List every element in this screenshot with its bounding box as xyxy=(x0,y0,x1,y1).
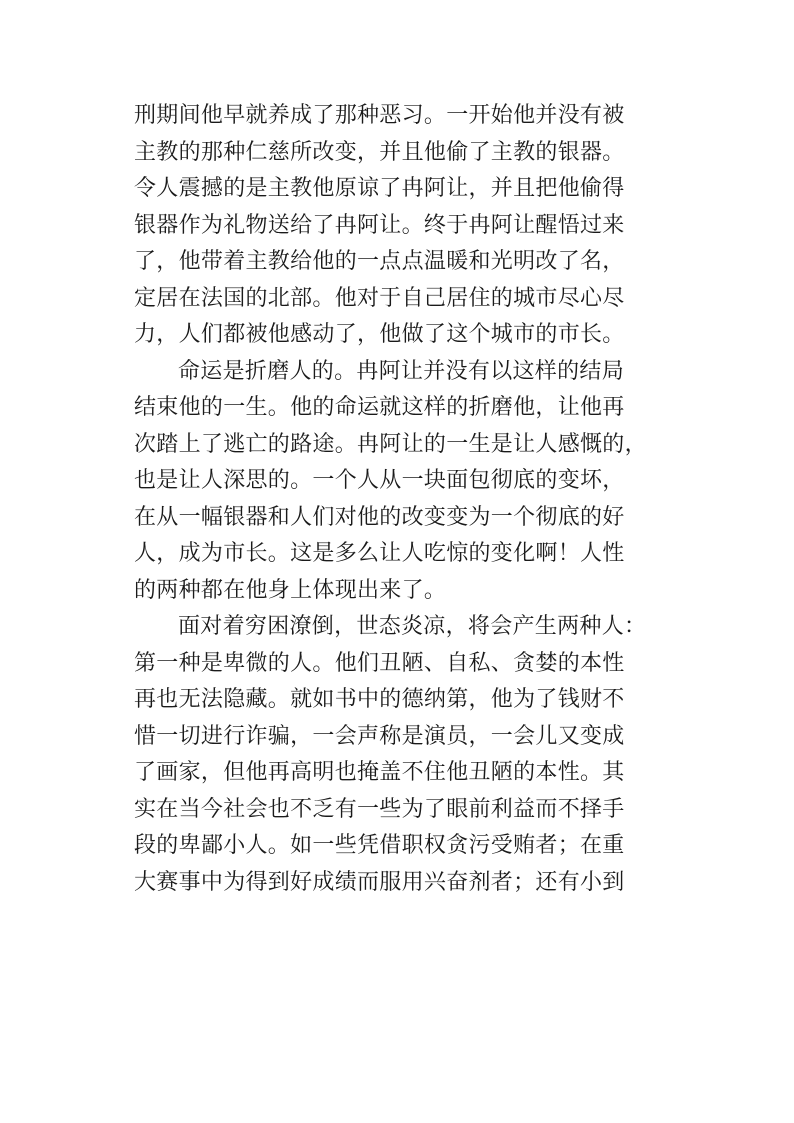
text-line-3: 令人震撼的是主教他原谅了冉阿让，并且把他偷得 xyxy=(134,176,625,201)
text-line-17: 再也无法隐藏。就如书中的德纳第，他为了钱财不 xyxy=(134,687,625,712)
text-line-1: 刑期间他早就养成了那种恶习。一开始他并没有被 xyxy=(134,103,625,128)
text-line-2: 主教的那种仁慈所改变，并且他偷了主教的银器。 xyxy=(134,139,625,165)
text-line-11: 也是让人深思的。一个人从一块面包彻底的变坏， xyxy=(134,468,625,493)
text-line-9: 结束他的一生。他的命运就这样的折磨他，让他再 xyxy=(134,395,625,420)
text-line-7: 力，人们都被他感动了，他做了这个城市的市长。 xyxy=(134,322,625,347)
text-line-12: 在从一幅银器和人们对他的改变变为一个彻底的好 xyxy=(134,504,625,530)
text-line-18: 惜一切进行诈骗，一会声称是演员，一会儿又变成 xyxy=(134,723,625,749)
text-line-20: 实在当今社会也不乏有一些为了眼前利益而不择手 xyxy=(134,796,625,822)
paragraph-start-line-8: 命运是折磨人的。冉阿让并没有以这样的结局 xyxy=(178,358,625,384)
text-line-14: 的两种都在他身上体现出来了。 xyxy=(134,577,447,603)
text-line-19: 了画家，但他再高明也掩盖不住他丑陋的本性。其 xyxy=(134,760,625,785)
text-line-10: 次踏上了逃亡的路途。冉阿让的一生是让人感慨的， xyxy=(134,431,647,457)
text-line-4: 银器作为礼物送给了冉阿让。终于冉阿让醒悟过来 xyxy=(134,212,625,238)
text-line-6: 定居在法国的北部。他对于自己居住的城市尽心尽 xyxy=(134,285,625,311)
text-line-16: 第一种是卑微的人。他们丑陋、自私、贪婪的本性 xyxy=(134,650,625,676)
document-body xyxy=(134,98,664,901)
text-line-5: 了，他带着主教给他的一点点温暖和光明改了名， xyxy=(134,249,625,274)
paragraph-start-line-15: 面对着穷困潦倒，世态炎凉，将会产生两种人： xyxy=(178,614,647,639)
text-line-21: 段的卑鄙小人。如一些凭借职权贪污受贿者；在重 xyxy=(134,833,625,858)
text-line-22: 大赛事中为得到好成绩而服用兴奋剂者；还有小到 xyxy=(134,869,625,895)
text-line-13: 人，成为市长。这是多么让人吃惊的变化啊！人性 xyxy=(134,541,625,566)
